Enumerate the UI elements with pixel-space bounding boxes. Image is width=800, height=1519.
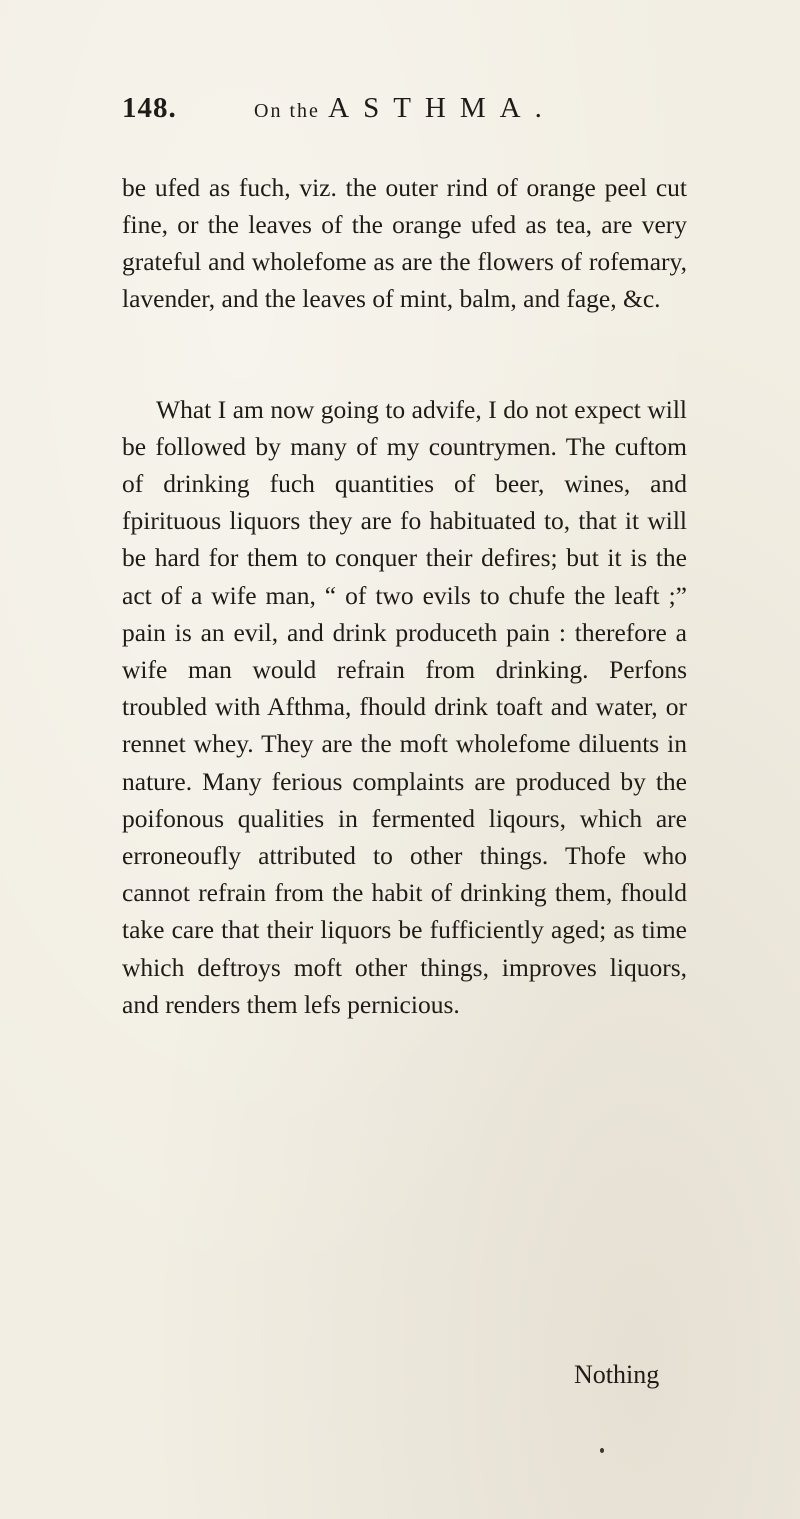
running-head-prefix: On the — [254, 100, 320, 122]
catchword: Nothing — [574, 1360, 660, 1389]
running-head — [254, 92, 556, 125]
page-header — [122, 92, 682, 132]
page-number: 148. — [122, 92, 177, 124]
paragraph-advice: What I am now going to advife, I do not expect will be followed by many of my countrymen. The cuftom of drinking fuch quantities of beer, wines, and fpirituous liquors they are fo habituated to, that it will be hard for them to conquer their defires; but it is the act of a wife man, “ of two evils to chufe the leaft ;” pain is an evil, and drink produceth pain : therefore a wife man would refrain from drinking. Perfons troubled with Afthma, fhould drink toaft and water, or rennet whey. They are the moft wholefome diluents in nature. Many ferious complaints are produced by the poifonous qualities in fermented liqours, which are erroneoufly attributed to other things. Thofe who cannot refrain from the habit of drinking them, fhould take care that their liquors be fufficiently aged; as time which deftroys moft other things, improves liquors, and renders them lefs pernicious. — [122, 394, 687, 1019]
paper-speck — [600, 1448, 604, 1453]
running-head-title: ASTHMA. — [328, 92, 556, 124]
paragraph-continued: be ufed as fuch, viz. the outer rind of orange peel cut fine, or the leaves of the orange ufed as tea, are very grateful and wholefome as are the flowers of rofemary, lavender, and the leaves of mint, balm, and fage, &c. — [122, 172, 687, 314]
